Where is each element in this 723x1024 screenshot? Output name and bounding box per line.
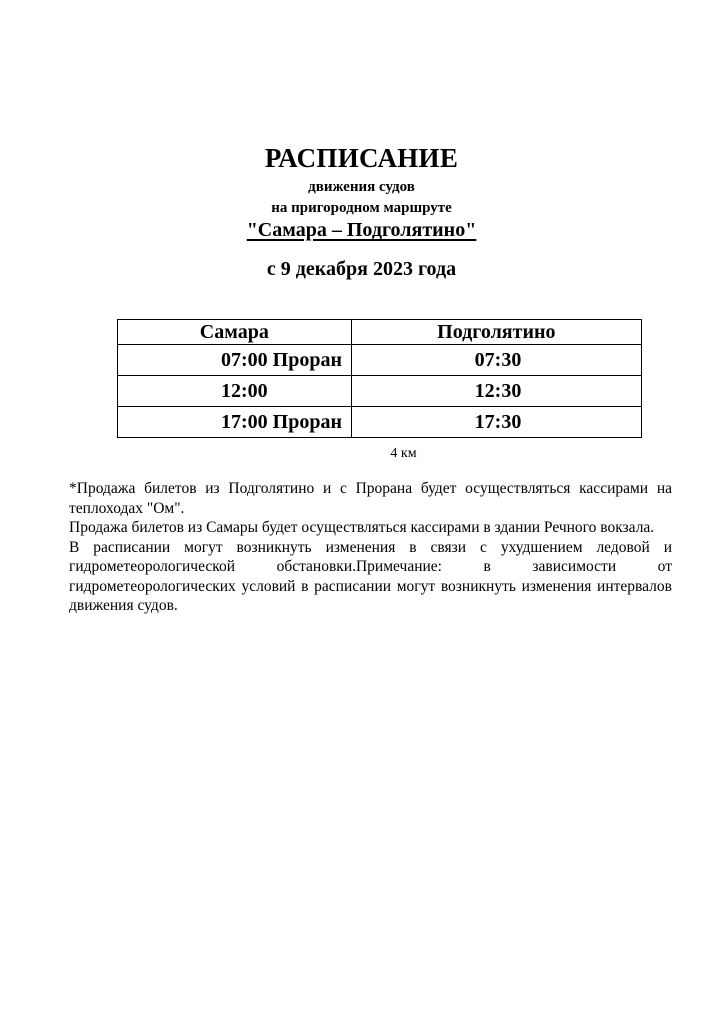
departure-podgolyatino-1: 07:30 bbox=[351, 345, 641, 376]
column-header-samara: Самара bbox=[118, 320, 352, 345]
column-header-podgolyatino: Подголятино bbox=[351, 320, 641, 345]
note-ticket-sales-samara: Продажа билетов из Самары будет осуществляться кассирами в здании Речного вокзала. bbox=[69, 519, 655, 536]
effective-date: с 9 декабря 2023 года bbox=[266, 258, 457, 280]
table-row bbox=[118, 376, 642, 407]
departure-podgolyatino-2: 12:30 bbox=[351, 376, 641, 407]
route-name: "Самара – Подголятино" bbox=[246, 219, 477, 241]
departure-samara-3: 17:00 Проран bbox=[118, 407, 352, 438]
departure-samara-1: 07:00 Проран bbox=[118, 345, 352, 376]
subtitle-line-1: движения судов bbox=[308, 179, 415, 195]
notes-block bbox=[69, 479, 672, 616]
schedule-table bbox=[117, 319, 642, 438]
table-row bbox=[118, 345, 642, 376]
table-header-row bbox=[118, 320, 642, 345]
route-distance: 4 км bbox=[390, 446, 417, 461]
subtitle-line-2: на пригородном маршруте bbox=[271, 200, 452, 216]
note-schedule-changes: В расписании могут возникнуть изменения в связи с ухудшением ледовой и гидрометеорологической обстановки.Примечание: в зависимости от гидрометеорологических условий в расписании могут возникнуть изменения интервалов движения судов. bbox=[69, 538, 672, 614]
departure-samara-2: 12:00 bbox=[118, 376, 352, 407]
departure-podgolyatino-3: 17:30 bbox=[351, 407, 641, 438]
note-ticket-sales-podgolyatino: *Продажа билетов из Подголятино и с Прорана будет осуществляться кассирами на теплоходах "Ом". bbox=[69, 480, 672, 517]
table-row bbox=[118, 407, 642, 438]
page-title: РАСПИСАНИЕ bbox=[264, 143, 459, 173]
